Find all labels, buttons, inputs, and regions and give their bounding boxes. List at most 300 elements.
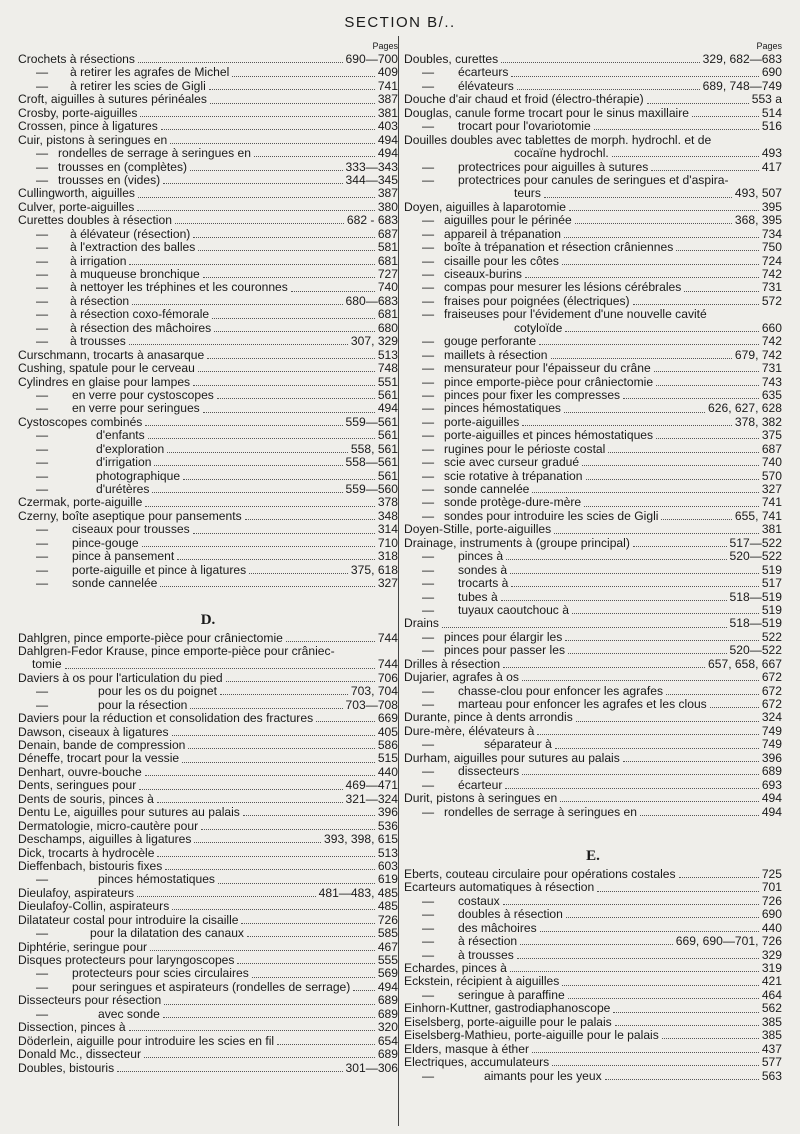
dot-leader [503,904,759,905]
entry-term: Dieulafoy, aspirateurs [18,885,135,900]
entry-term: à muqueuse bronchique [70,267,200,281]
entry-term: dissecteurs [458,764,520,779]
page-reference: 680—683 [345,293,398,308]
dot-leader [198,250,374,251]
entry-term: pince-gouge [72,535,139,550]
index-entry [404,201,782,214]
ditto-dash: — [35,684,49,699]
entry-term: Deschamps, aiguilles à ligatures [18,832,192,847]
page-reference: 672 [761,670,782,685]
index-entry [18,66,398,79]
entry-term: d'irrigation [96,455,152,470]
dot-leader [232,76,375,77]
ditto-dash: — [421,482,435,496]
index-entry [404,120,782,133]
index-entry [404,429,782,442]
page-reference: 516 [761,119,782,134]
entry-term: Douche d'air chaud et froid (électro-thérapie) [404,92,644,107]
dot-leader [676,250,759,251]
entry-term: boîte à trépanation et résection crâniennes [444,240,674,255]
index-entry [404,685,782,698]
entry-term: à trousses [458,947,514,962]
dot-leader [252,977,375,978]
page-reference: 494 [377,979,398,994]
entry-term: Dure-mère, élévateurs à [404,723,535,738]
section-header: SECTION B/.. [344,14,456,31]
ditto-dash: — [35,428,49,443]
entry-term: doubles à résection [458,907,563,922]
index-entry [404,510,782,523]
dot-leader [237,963,374,964]
dot-leader [605,1079,759,1080]
page-reference: 348 [377,508,398,523]
entry-term: Denain, bande de compression [18,738,186,752]
index-entry [404,161,782,174]
dot-leader [651,170,759,171]
index-entry [18,187,398,200]
index-entry [18,833,398,846]
index-list-d-continued [404,53,782,819]
dot-leader [129,264,374,265]
entry-term: séparateur à [484,737,552,752]
entry-term: sonde protège-dure-mère [444,495,582,510]
page-reference: 333—343 [345,159,398,174]
dot-leader [172,909,375,910]
index-entry [18,214,398,227]
entry-term: sonde cannelée [444,482,530,496]
page-reference: 561 [377,387,398,402]
entry-term: porte-aiguilles et pinces hémostatiques [444,428,654,443]
entry-term: Croft, aiguilles à sutures périnéales [18,92,207,107]
ditto-dash: — [421,549,435,564]
page-reference: 740 [377,280,398,295]
entry-term: d'enfants [96,428,145,443]
ditto-dash: — [421,361,435,376]
page-reference: 320 [377,1020,398,1035]
entry-term: pour seringues et aspirateurs (rondelles de serrage) [72,979,351,994]
dot-leader [353,990,375,991]
dot-leader [623,761,759,762]
dot-leader [214,331,375,332]
entry-term: protectrices pour aiguilles à sutures [458,159,649,174]
dot-leader [532,1052,759,1053]
dot-leader [117,1071,342,1072]
dot-leader [510,971,759,972]
page-reference: 378, 382 [734,414,782,429]
index-entry [18,914,398,927]
page-reference: 380 [377,199,398,214]
entry-term: à l'extraction des balles [70,240,196,255]
index-entry [404,1016,782,1029]
dot-leader [193,237,374,238]
index-entry [18,456,398,469]
dot-leader [190,170,342,171]
dot-leader [710,707,759,708]
page-reference: 307, 329 [350,334,398,349]
entry-term: Dentu Le, aiguilles pour sutures au palais [18,805,240,820]
page-reference: 742 [761,267,782,281]
index-entry [404,792,782,805]
entry-term: Czermak, porte-aiguille [18,495,143,510]
index-entry [18,577,398,590]
dot-leader [640,815,759,816]
index-entry [18,295,398,308]
index-entry [404,362,782,375]
page-reference: 519 [761,602,782,617]
page-reference: 522 [761,629,782,644]
page-reference: 553 a [751,92,782,107]
dot-leader [633,546,727,547]
index-entry [18,820,398,833]
entry-term-continued: tomie [32,657,62,672]
index-entry [404,335,782,348]
index-entry [404,752,782,765]
page-reference: 742 [761,334,782,349]
page-reference: 494 [761,804,782,819]
ditto-dash: — [421,495,435,510]
entry-term: trocart pour l'ovariotomie [458,119,591,134]
dot-leader [203,412,375,413]
page-reference: 682 - 683 [346,213,398,228]
entry-term: Drainage, instruments à (groupe principal) [404,535,630,550]
ditto-dash: — [421,764,435,779]
dot-leader [565,640,759,641]
index-entry [404,895,782,908]
page-reference: 493, 507 [734,186,782,201]
ditto-dash: — [421,253,435,268]
dot-leader [129,1030,375,1031]
ditto-dash: — [35,226,49,241]
ditto-dash: — [421,629,435,644]
dot-leader [503,667,705,668]
entry-term: Douilles doubles avec tablettes de morph. hydrochl. et de [404,132,712,147]
entry-term: aimants pour les yeux [484,1068,602,1083]
ditto-dash: — [421,414,435,429]
entry-term: avec sonde [98,1006,160,1021]
index-entry [404,470,782,483]
page-reference: 514 [761,105,782,120]
index-entry [404,711,782,724]
index-entry [18,322,398,335]
entry-term: Dermatologie, micro-cautère pour [18,818,199,833]
index-entry [18,483,398,496]
entry-term: scie rotative à trépanation [444,468,583,483]
dot-leader [152,492,342,493]
page-reference: 440 [377,764,398,779]
ditto-dash: — [35,78,49,93]
entry-term: Durante, pince à dents arrondis [404,710,573,725]
index-entry [404,1070,782,1083]
page-reference: 703, 704 [350,684,398,699]
right-column [404,40,782,1083]
entry-term: Cuir, pistons à seringues en [18,132,168,147]
page-reference: 396 [761,750,782,765]
page-reference: 654 [377,1033,398,1048]
index-entry [18,416,398,429]
ditto-dash: — [421,78,435,93]
page-reference: 381 [761,522,782,537]
dot-leader [198,371,375,372]
page-reference: 731 [761,280,782,295]
dot-leader [586,479,759,480]
page-reference: 518—519 [729,589,782,604]
page-reference: 378 [377,495,398,510]
ditto-dash: — [35,468,49,483]
dot-leader [177,559,375,560]
index-entry [404,537,782,550]
entry-term: Dissection, pinces à [18,1020,126,1035]
page-reference: 655, 741 [734,508,782,523]
dot-leader [167,452,348,453]
dot-leader [154,465,342,466]
ditto-dash: — [421,240,435,255]
dot-leader [207,358,375,359]
page-reference: 520—522 [729,643,782,658]
ditto-dash: — [35,966,49,981]
dot-leader [562,264,759,265]
ditto-dash: — [35,146,49,161]
entry-term: Culver, porte-aiguilles [18,199,135,214]
dot-leader [210,103,375,104]
entry-term: Eckstein, récipient à aiguilles [404,974,560,989]
entry-term: Dahlgren, pince emporte-pièce pour crâniectomie [18,630,283,645]
dot-leader [226,681,375,682]
index-entry [18,887,398,900]
dot-leader [540,931,759,932]
page-reference: 749 [761,723,782,738]
entry-term: écarteur [458,777,503,792]
page-reference: 701 [761,880,782,895]
index-entry [404,725,782,738]
dot-leader [201,829,375,830]
page-reference: 672 [761,683,782,698]
index-entry [18,981,398,994]
index-entry [404,935,782,948]
page-reference: 561 [377,428,398,443]
dot-leader [203,277,375,278]
index-entry [18,699,398,712]
page-reference: 726 [377,912,398,927]
entry-term: Daviers pour la réduction et consolidation des fractures [18,711,314,726]
entry-term: trocarts à [458,576,509,591]
entry-term: tubes à [458,589,498,604]
index-entry [404,107,782,120]
entry-term: ciseaux-burins [444,267,522,281]
ditto-dash: — [421,947,435,962]
entry-term: à résection [458,934,518,949]
entry-term: Durit, pistons à seringues en [404,791,558,806]
page-reference: 494 [377,132,398,147]
dot-leader [291,291,375,292]
dot-leader [218,883,375,884]
index-entry [18,93,398,106]
page-reference: 319 [761,961,782,975]
page-reference: 321—324 [345,791,398,806]
dot-leader [132,304,342,305]
ditto-dash: — [421,697,435,711]
page-reference: 440 [761,920,782,935]
entry-term: Dawson, ciseaux à ligatures [18,724,169,739]
page-reference: 741 [761,495,782,510]
index-entry [18,550,398,563]
dot-leader [575,223,732,224]
page-reference: 485 [377,899,398,914]
entry-term: Crochets à résections [18,52,135,66]
left-column [18,40,398,1075]
index-entry [18,873,398,886]
dot-leader [594,129,759,130]
page-reference: 515 [377,751,398,766]
ditto-dash: — [421,159,435,174]
index-entry [18,402,398,415]
dot-leader [157,802,343,803]
dot-leader [245,519,375,520]
ditto-dash: — [421,428,435,443]
dot-leader [175,223,344,224]
column-divider [398,36,399,1126]
dot-leader [517,89,700,90]
page-reference: 327 [377,576,398,591]
dot-leader [647,103,749,104]
index-entry [404,949,782,962]
dot-leader [140,116,374,117]
pages-label-right: Pages [756,41,782,51]
ditto-dash: — [35,441,49,456]
dot-leader [188,748,374,749]
entry-term: Cystoscopes combinés [18,414,143,429]
ditto-dash: — [35,267,49,281]
dot-leader [554,533,759,534]
entry-term: Drains [404,616,439,631]
index-entry [404,416,782,429]
dot-leader [150,950,375,951]
entry-term: Doyen, aiguilles à laparotomie [404,199,567,214]
ditto-dash: — [421,441,435,456]
page-reference: 385 [761,1014,782,1029]
index-entry [18,80,398,93]
dot-leader [505,788,758,789]
dot-leader [568,998,759,999]
entry-term: pour la dilatation des canaux [90,926,244,941]
page-reference: 494 [377,401,398,416]
page-reference: 555 [377,953,398,967]
entry-term: marteau pour enfoncer les agrafes et les clous [458,697,707,711]
dot-leader [564,237,759,238]
entry-term: teurs [514,186,541,201]
index-list-d [18,632,398,1075]
entry-term: appareil à trépanation [444,226,561,241]
entry-term: gouge perforante [444,334,537,349]
page-reference: 706 [377,670,398,685]
entry-term: protecteurs pour scies circulaires [72,966,249,981]
dot-leader [532,492,758,493]
entry-term: compas pour mesurer les lésions cérébrales [444,280,682,295]
page-reference: 494 [377,146,398,161]
page-reference: 734 [761,226,782,241]
entry-term: Electriques, accumulateurs [404,1055,550,1070]
ditto-dash: — [35,307,49,322]
page-reference: 417 [761,159,782,174]
page-reference: 690 [761,65,782,80]
entry-term: Eiselsberg-Mathieu, porte-aiguille pour le palais [404,1028,659,1043]
dot-leader [576,721,759,722]
entry-term: pinces pour fixer les compresses [444,387,621,402]
index-entry [18,147,398,160]
entry-term: seringue à paraffine [458,987,565,1002]
index-entry [18,161,398,174]
dot-leader [623,398,759,399]
dot-leader [170,143,375,144]
index-entry [18,779,398,792]
page-reference: 693 [761,777,782,792]
entry-term: mensurateur pour l'épaisseur du crâne [444,361,651,376]
page-reference: 437 [761,1041,782,1056]
page-reference: 669 [377,711,398,726]
page-reference: 570 [761,468,782,483]
index-entry [404,738,782,751]
entry-term: Doyen-Stille, porte-aiguilles [404,522,552,537]
entry-term: trousses en (vides) [58,172,161,187]
ditto-dash: — [421,920,435,935]
dot-leader [654,371,759,372]
index-entry [18,994,398,1007]
ditto-dash: — [421,226,435,241]
index-entry [404,591,782,604]
index-entry [18,954,398,967]
dot-leader [615,1025,759,1026]
entry-term: à trousses [70,334,126,349]
page-reference: 635 [761,387,782,402]
dot-leader [572,613,759,614]
index-entry [18,281,398,294]
index-entry [404,53,782,66]
ditto-dash: — [421,804,435,819]
index-entry [404,962,782,975]
index-entry [18,860,398,873]
entry-term: à résection [70,293,130,308]
entry-term: rondelles de serrage à seringues en [444,804,637,819]
entry-term: Denhart, ouvre-bouche [18,764,142,779]
entry-term: Dahlgren-Fedor Krause, pince emporte-pièce pour crâniec- [18,643,335,658]
index-entry [404,349,782,362]
entry-term: Déneffe, trocart pour la vessie [18,751,180,766]
dot-leader [511,586,758,587]
index-entry [404,483,782,496]
index-entry [404,456,782,469]
index-entry [404,80,782,93]
index-entry [404,658,782,671]
page-reference: 689 [377,993,398,1008]
page-reference: 403 [377,119,398,134]
index-entry [404,93,782,106]
entry-term: à résection coxo-fémorale [70,307,210,322]
index-entry [18,308,398,321]
ditto-dash: — [421,387,435,402]
entry-term: Eberts, couteau circulaire pour opérations costales [404,866,676,881]
dot-leader [692,116,759,117]
index-entry [18,632,398,645]
entry-term: protectrices pour canules de seringues et d'aspira- [458,172,729,187]
ditto-dash: — [35,159,49,174]
entry-term: photographique [96,468,181,483]
page-reference: 689, 748—749 [702,78,782,93]
index-entry [18,201,398,214]
entry-term: ciseaux pour trousses [72,522,190,537]
entry-term: écarteurs [458,65,509,80]
page-reference: 657, 658, 667 [708,656,782,671]
dot-leader [562,985,759,986]
index-entry-continuation [18,658,398,671]
